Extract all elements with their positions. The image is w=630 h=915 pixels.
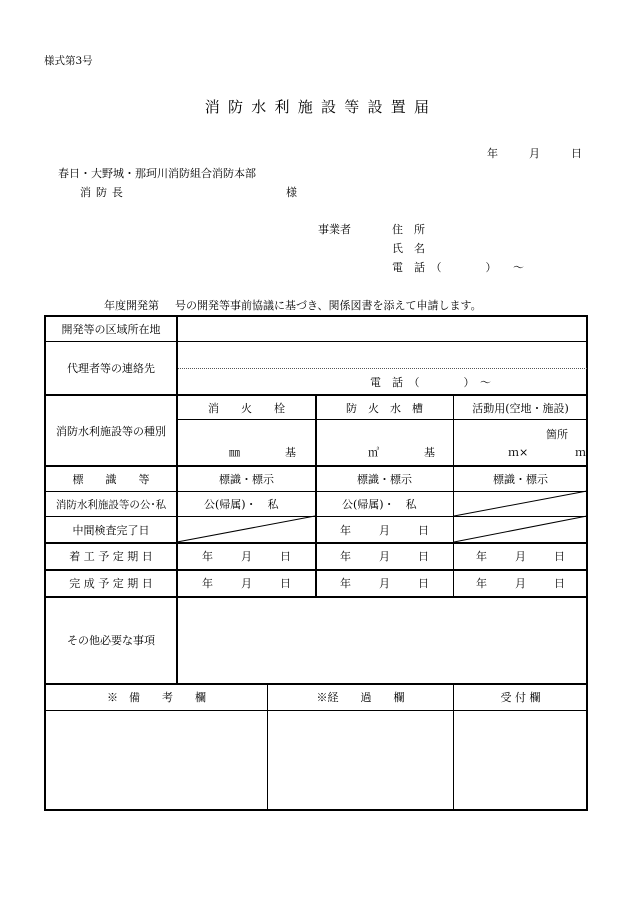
- submission-date[interactable]: [487, 148, 582, 159]
- date-year-label: 年: [487, 147, 498, 160]
- month-label: 月: [379, 577, 390, 590]
- progress-header: ※経 過 欄: [316, 691, 405, 704]
- day-label: 日: [280, 577, 291, 590]
- year-label: 年: [340, 577, 351, 590]
- remarks-header: ※ 備 考 欄: [107, 691, 206, 704]
- row-divider: [178, 419, 587, 420]
- addressee-chief: 消防長: [80, 186, 128, 199]
- hydrant-column-header: 消 火 栓: [208, 401, 285, 415]
- cistern-completion-date[interactable]: [316, 570, 453, 596]
- month-label: 月: [515, 550, 526, 563]
- year-label: 年: [340, 550, 351, 563]
- cistern-sign-option[interactable]: 標識・標示: [357, 472, 412, 486]
- reception-area[interactable]: [454, 711, 587, 810]
- applicant-name-field[interactable]: 氏 名: [392, 242, 425, 255]
- location-input[interactable]: [178, 317, 587, 341]
- day-label: 日: [418, 577, 429, 590]
- addressee-organization: 春日・大野城・那珂川消防組合消防本部: [58, 167, 256, 180]
- activity-sign-option[interactable]: 標識・標示: [493, 472, 548, 486]
- day-label: 日: [418, 550, 429, 563]
- intro-statement: [104, 300, 482, 311]
- activity-length-unit: ｍ: [575, 446, 586, 459]
- intro-fiscal-year: 年度開発第: [104, 299, 159, 312]
- other-matters-input[interactable]: [178, 597, 587, 683]
- location-label: 開発等の区域所在地: [61, 323, 161, 336]
- reception-header: 受 付 欄: [500, 691, 541, 704]
- hydrant-ownership-option[interactable]: 公(帰属)・ 私: [204, 498, 279, 511]
- hydrant-diameter-unit: ㎜: [229, 446, 240, 459]
- year-label: 年: [202, 577, 213, 590]
- ownership-label: 消防水利施設等の公･私: [55, 498, 167, 511]
- agent-phone-field[interactable]: 電 話 （ ） ～: [370, 375, 491, 389]
- intro-body: 号の開発等事前協議に基づき、関係図書を添えて申請します。: [175, 299, 482, 312]
- progress-area[interactable]: [268, 711, 453, 810]
- day-label: 日: [554, 550, 565, 563]
- other-matters-label: その他必要な事項: [67, 634, 155, 647]
- month-label: 月: [241, 550, 252, 563]
- year-label: 年: [476, 550, 487, 563]
- facility-type-label: 消防水利施設等の種別: [56, 424, 166, 438]
- day-label: 日: [280, 550, 291, 563]
- day-label: 日: [554, 577, 565, 590]
- activity-start-date[interactable]: [454, 543, 587, 569]
- agent-contact-label: 代理者等の連絡先: [67, 362, 155, 375]
- hydrant-completion-date[interactable]: [178, 570, 315, 596]
- applicant-phone-field[interactable]: 電 話 （ ） ～: [392, 261, 524, 274]
- hydrant-start-date[interactable]: [178, 543, 315, 569]
- day-label: 日: [418, 523, 429, 537]
- activity-column-header: 活動用(空地・施設): [472, 401, 569, 415]
- date-month-label: 月: [529, 147, 540, 160]
- cistern-count-unit: 基: [424, 446, 435, 459]
- activity-count-unit: 箇所: [546, 428, 568, 441]
- interim-inspection-label: 中間検査完了日: [72, 523, 150, 537]
- month-label: 月: [379, 523, 390, 537]
- cistern-ownership-option[interactable]: 公(帰属)・ 私: [342, 498, 417, 511]
- month-label: 月: [241, 577, 252, 590]
- start-date-label: 着 工 予 定 期 日: [69, 550, 153, 563]
- cistern-start-date[interactable]: [316, 543, 453, 569]
- hydrant-count-unit: 基: [285, 446, 296, 459]
- cistern-volume-unit: ㎥: [368, 446, 379, 459]
- applicant-address-field[interactable]: 住 所: [392, 223, 425, 236]
- form-number: 様式第3号: [44, 55, 93, 67]
- sign-label: 標 識 等: [72, 472, 150, 486]
- remarks-area[interactable]: [46, 711, 267, 810]
- activity-completion-date[interactable]: [454, 570, 587, 596]
- agent-contact-input[interactable]: [178, 342, 587, 368]
- interim-inspection-date[interactable]: [316, 517, 453, 542]
- honorific: 様: [286, 186, 297, 199]
- year-label: 年: [202, 550, 213, 563]
- year-label: 年: [340, 523, 351, 537]
- date-day-label: 日: [571, 147, 582, 160]
- cistern-column-header: 防 火 水 槽: [346, 401, 423, 415]
- activity-dimension-unit: ｍ×: [508, 446, 529, 459]
- applicant-label: 事業者: [318, 223, 351, 236]
- month-label: 月: [515, 577, 526, 590]
- page-title: 消防水利施設等設置届: [204, 98, 438, 116]
- year-label: 年: [476, 577, 487, 590]
- month-label: 月: [379, 550, 390, 563]
- hydrant-sign-option[interactable]: 標識・標示: [219, 472, 274, 486]
- completion-date-label: 完 成 予 定 期 日: [69, 577, 153, 590]
